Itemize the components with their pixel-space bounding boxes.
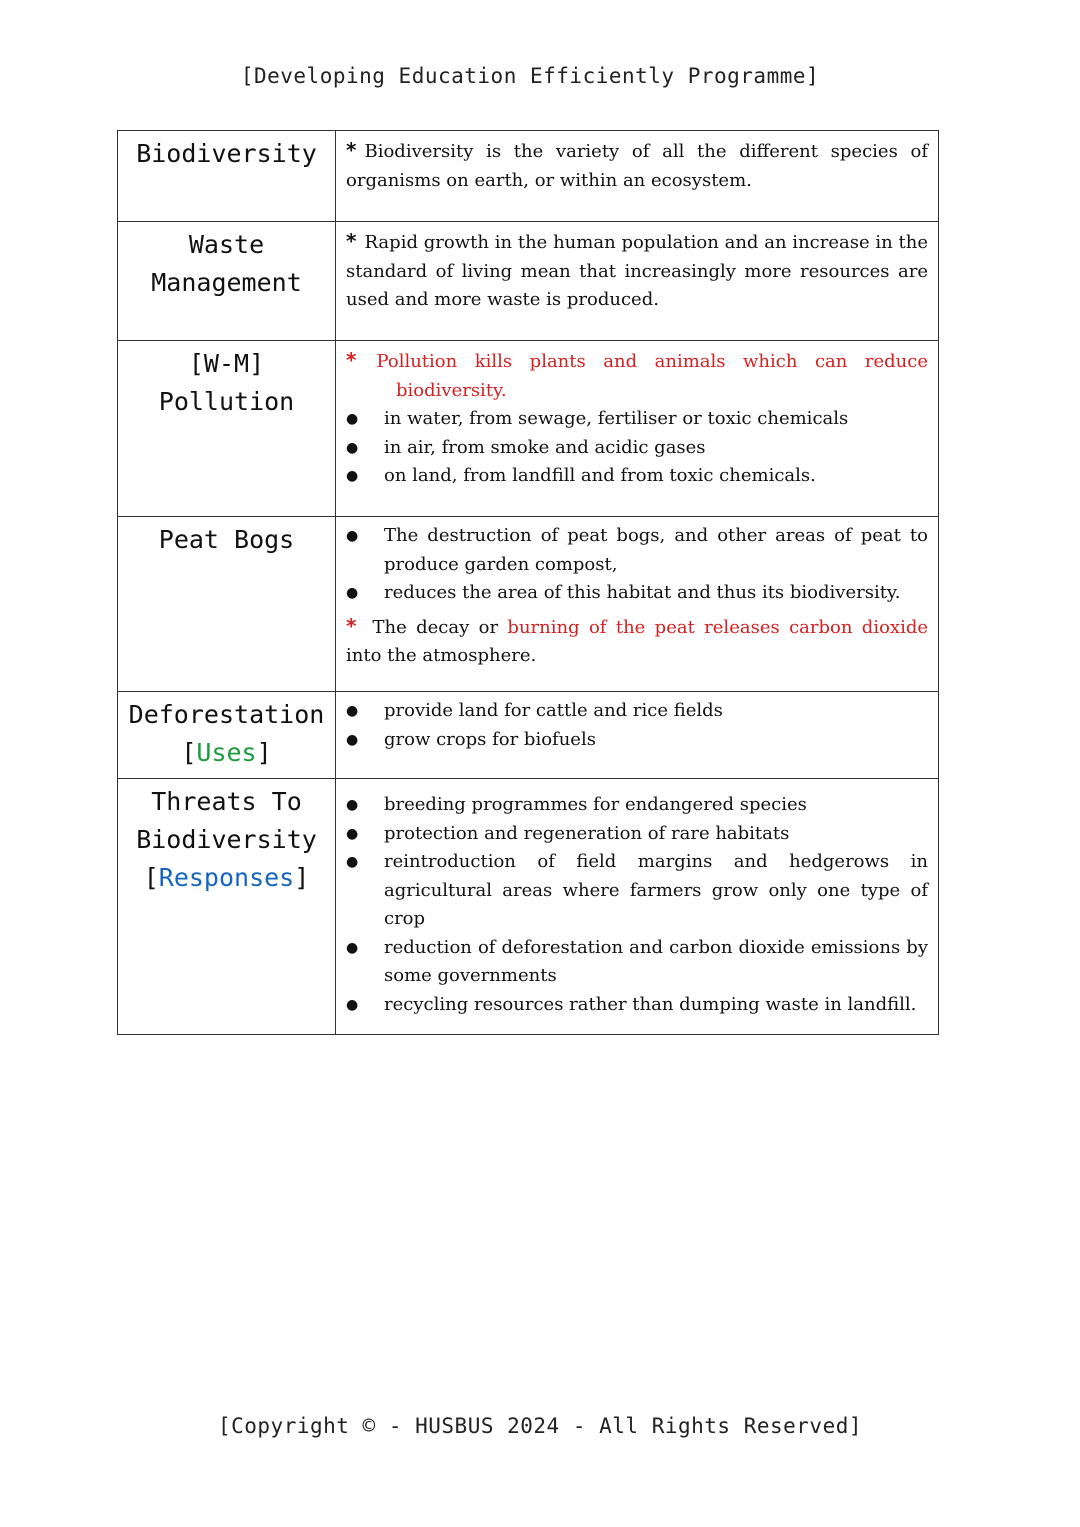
topic-cell (118, 517, 336, 692)
topic-title: Biodiversity (136, 139, 317, 168)
topic-cell (118, 131, 336, 222)
topic-cell (118, 341, 336, 517)
content-cell (336, 517, 939, 692)
list-item: ● The destruction of peat bogs, and other areas of peat to produce garden compost, (346, 522, 928, 579)
topic-tag: [Responses] (143, 863, 310, 892)
highlight-note: * Pollution kills plants and animals which can reduce biodiversity. (346, 348, 928, 401)
list-item: ● breeding programmes for endangered species (346, 791, 928, 820)
topic-title-line: Management (151, 268, 302, 297)
uses-tag: Uses (196, 738, 257, 767)
list-item: ● protection and regeneration of rare habitats (346, 820, 928, 849)
topic-title-line: Waste (188, 230, 265, 259)
list-item: ● reintroduction of field margins and hedgerows in agricultural areas where farmers grow only one type of crop (346, 848, 928, 934)
topic-title-line: Pollution (158, 387, 295, 416)
asterisk-icon: * (346, 613, 357, 638)
list-item: ● recycling resources rather than dumping waste in landfill. (346, 991, 928, 1020)
bullet-list (346, 405, 928, 491)
table-row-threats (118, 779, 939, 1035)
list-item: ● reduction of deforestation and carbon dioxide emissions by some governments (346, 934, 928, 991)
topic-title: Peat Bogs (158, 525, 295, 554)
table-row-waste-management (118, 222, 939, 341)
table-row-deforestation (118, 692, 939, 779)
content-cell (336, 222, 939, 341)
content-cell (336, 131, 939, 222)
list-item: ● reduces the area of this habitat and thus its biodiversity. (346, 579, 928, 608)
asterisk-icon: * (346, 229, 357, 253)
responses-tag: Responses (158, 863, 295, 892)
topic-title-line: Deforestation (128, 700, 325, 729)
list-item: ● in water, from sewage, fertiliser or toxic chemicals (346, 405, 928, 434)
table-row-pollution (118, 341, 939, 517)
list-item: ● grow crops for biofuels (346, 726, 928, 755)
content-cell (336, 341, 939, 517)
table-row-peat-bogs (118, 517, 939, 692)
topic-title-line: Biodiversity (136, 825, 317, 854)
bullet-list (346, 522, 928, 608)
topic-cell (118, 779, 336, 1035)
topic-cell (118, 222, 336, 341)
note-paragraph: * Biodiversity is the variety of all the different species of organisms on earth, or within an ecosystem. (346, 138, 928, 191)
topic-tag: [Uses] (181, 738, 272, 767)
content-cell (336, 779, 939, 1035)
page-header: [Developing Education Efficiently Programme] (240, 64, 820, 88)
topic-title-line: Threats To (151, 787, 302, 816)
asterisk-icon: * (346, 138, 357, 162)
page-footer: [Copyright © - HUSBUS 2024 - All Rights Reserved] (217, 1414, 862, 1438)
notes-table (117, 130, 939, 1035)
list-item: ● provide land for cattle and rice fields (346, 697, 928, 726)
asterisk-icon: * (346, 348, 357, 372)
note-paragraph: * The decay or burning of the peat releases carbon dioxide into the atmosphere. (346, 613, 929, 666)
topic-cell (118, 692, 336, 779)
content-cell (336, 692, 939, 779)
note-paragraph: * Rapid growth in the human population and an increase in the standard of living mean that increasingly more resources are used and more waste is produced. (346, 229, 928, 310)
bullet-list (346, 791, 928, 1019)
bullet-list (346, 697, 928, 754)
highlight-text: burning of the peat releases carbon dioxide (507, 616, 929, 638)
table-row-biodiversity (118, 131, 939, 222)
topic-title-line: [W-M] (188, 349, 265, 378)
list-item: ● in air, from smoke and acidic gases (346, 434, 928, 463)
list-item: ● on land, from landfill and from toxic chemicals. (346, 462, 928, 491)
